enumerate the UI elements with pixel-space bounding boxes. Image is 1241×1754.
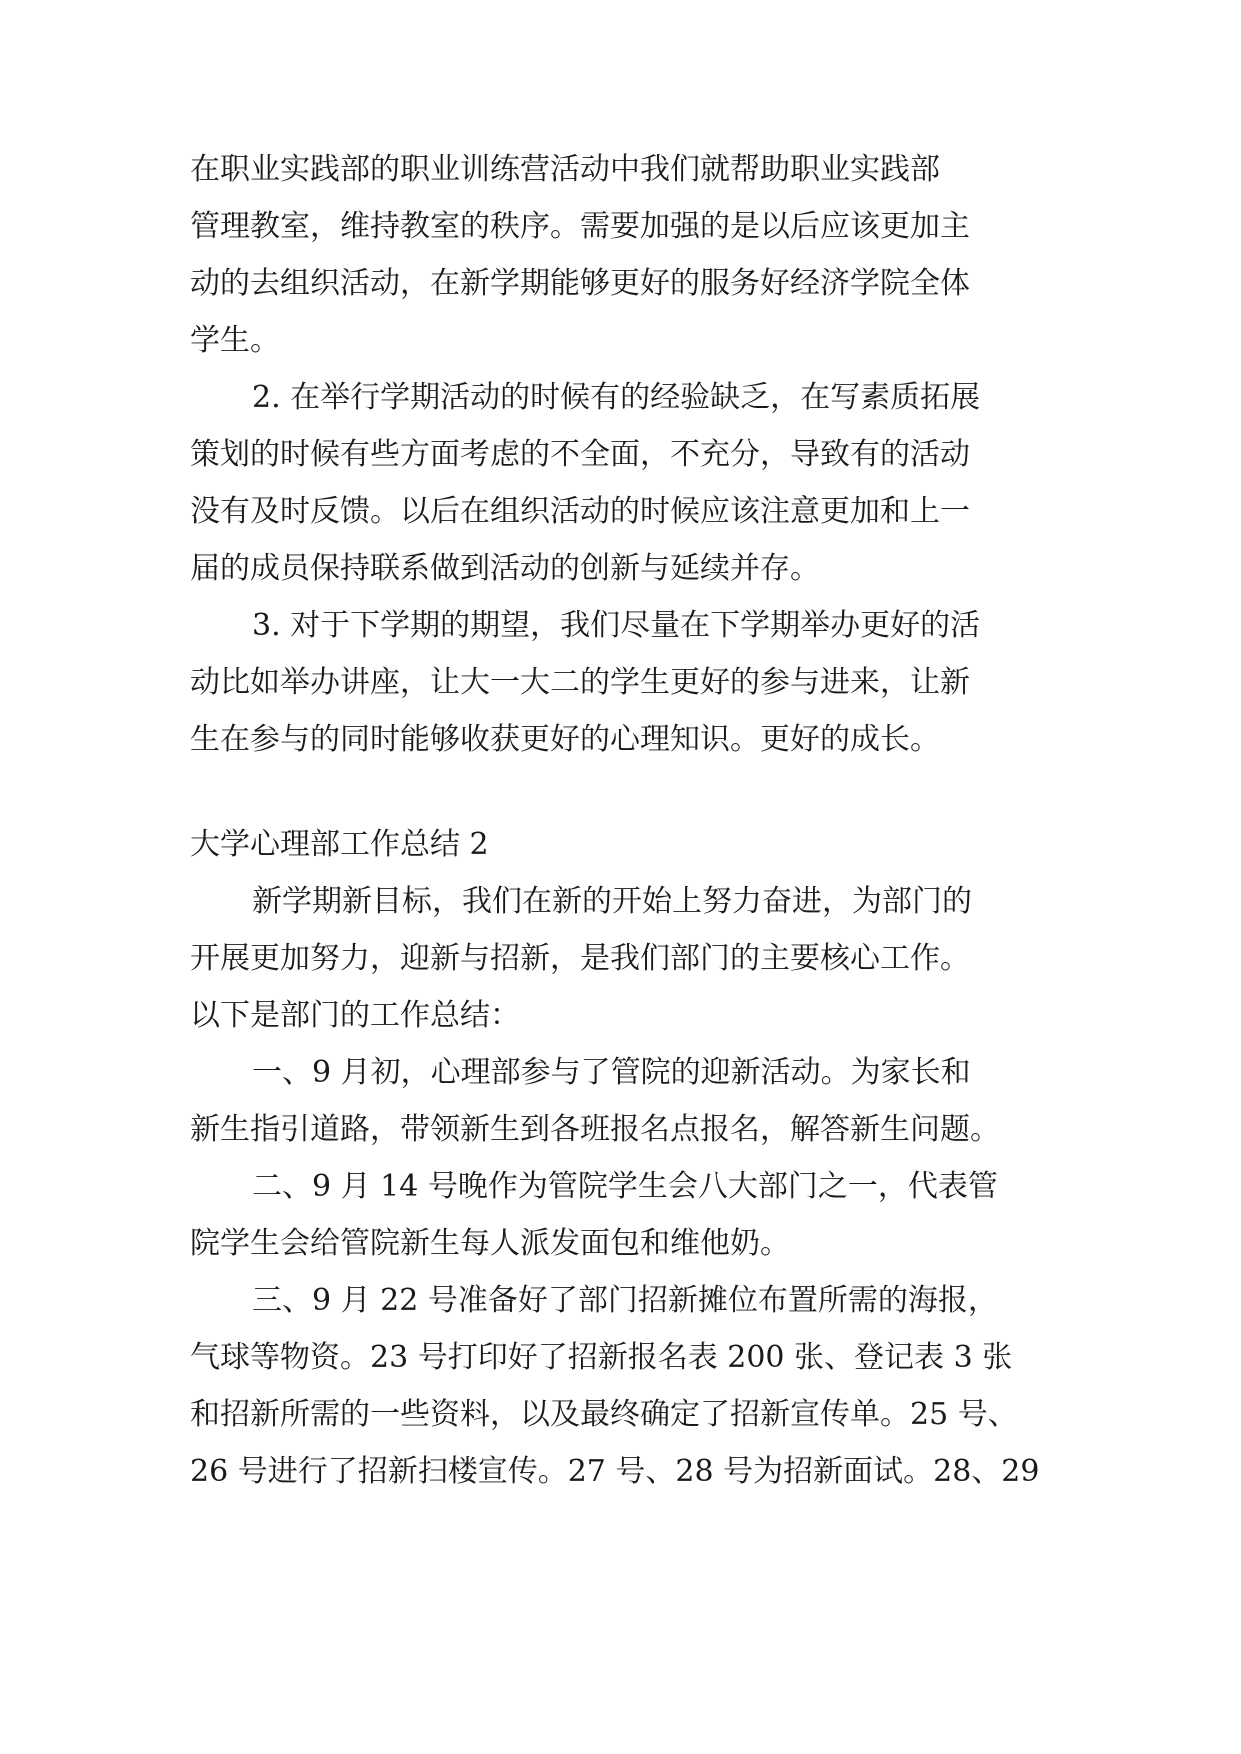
paragraph-line: 和招新所需的一些资料，以及最终确定了招新宣传单。25 号、 [190,1397,1018,1432]
work-point-3: 三、9 月 22 号准备好了部门招新摊位布置所需的海报， [252,1283,998,1318]
paragraph-line: 26 号进行了招新扫楼宣传。27 号、28 号为招新面试。28、29 [190,1454,1040,1489]
work-point-2: 二、9 月 14 号晚作为管院学生会八大部门之一，代表管 [252,1169,998,1204]
paragraph-line: 院学生会给管院新生每人派发面包和维他奶。 [190,1226,790,1261]
paragraph-line: 开展更加努力，迎新与招新，是我们部门的主要核心工作。 [190,941,970,976]
paragraph-line: 新生指引道路，带领新生到各班报名点报名，解答新生问题。 [190,1112,1000,1147]
paragraph-line: 气球等物资。23 号打印好了招新报名表 200 张、登记表 3 张 [190,1340,1013,1375]
paragraph-line: 没有及时反馈。以后在组织活动的时候应该注意更加和上一 [190,494,970,529]
section-heading: 大学心理部工作总结 2 [190,827,489,862]
paragraph-line: 届的成员保持联系做到活动的创新与延续并存。 [190,551,820,586]
paragraph-line: 动的去组织活动，在新学期能够更好的服务好经济学院全体 [190,266,970,301]
paragraph-line: 策划的时候有些方面考虑的不全面，不充分，导致有的活动 [190,437,970,472]
list-item-3: 3. 对于下学期的期望，我们尽量在下学期举办更好的活 [252,608,981,643]
list-item-2: 2. 在举行学期活动的时候有的经验缺乏，在写素质拓展 [252,380,981,415]
intro-paragraph: 新学期新目标，我们在新的开始上努力奋进，为部门的 [252,884,972,919]
work-point-1: 一、9 月初，心理部参与了管院的迎新活动。为家长和 [252,1055,971,1090]
paragraph-line: 动比如举办讲座，让大一大二的学生更好的参与进来，让新 [190,665,970,700]
paragraph-line: 学生。 [190,323,280,358]
paragraph-line: 管理教室，维持教室的秩序。需要加强的是以后应该更加主 [190,209,970,244]
paragraph-line: 生在参与的同时能够收获更好的心理知识。更好的成长。 [190,722,940,757]
paragraph-line: 在职业实践部的职业训练营活动中我们就帮助职业实践部 [190,152,940,187]
paragraph-line: 以下是部门的工作总结： [190,998,520,1033]
